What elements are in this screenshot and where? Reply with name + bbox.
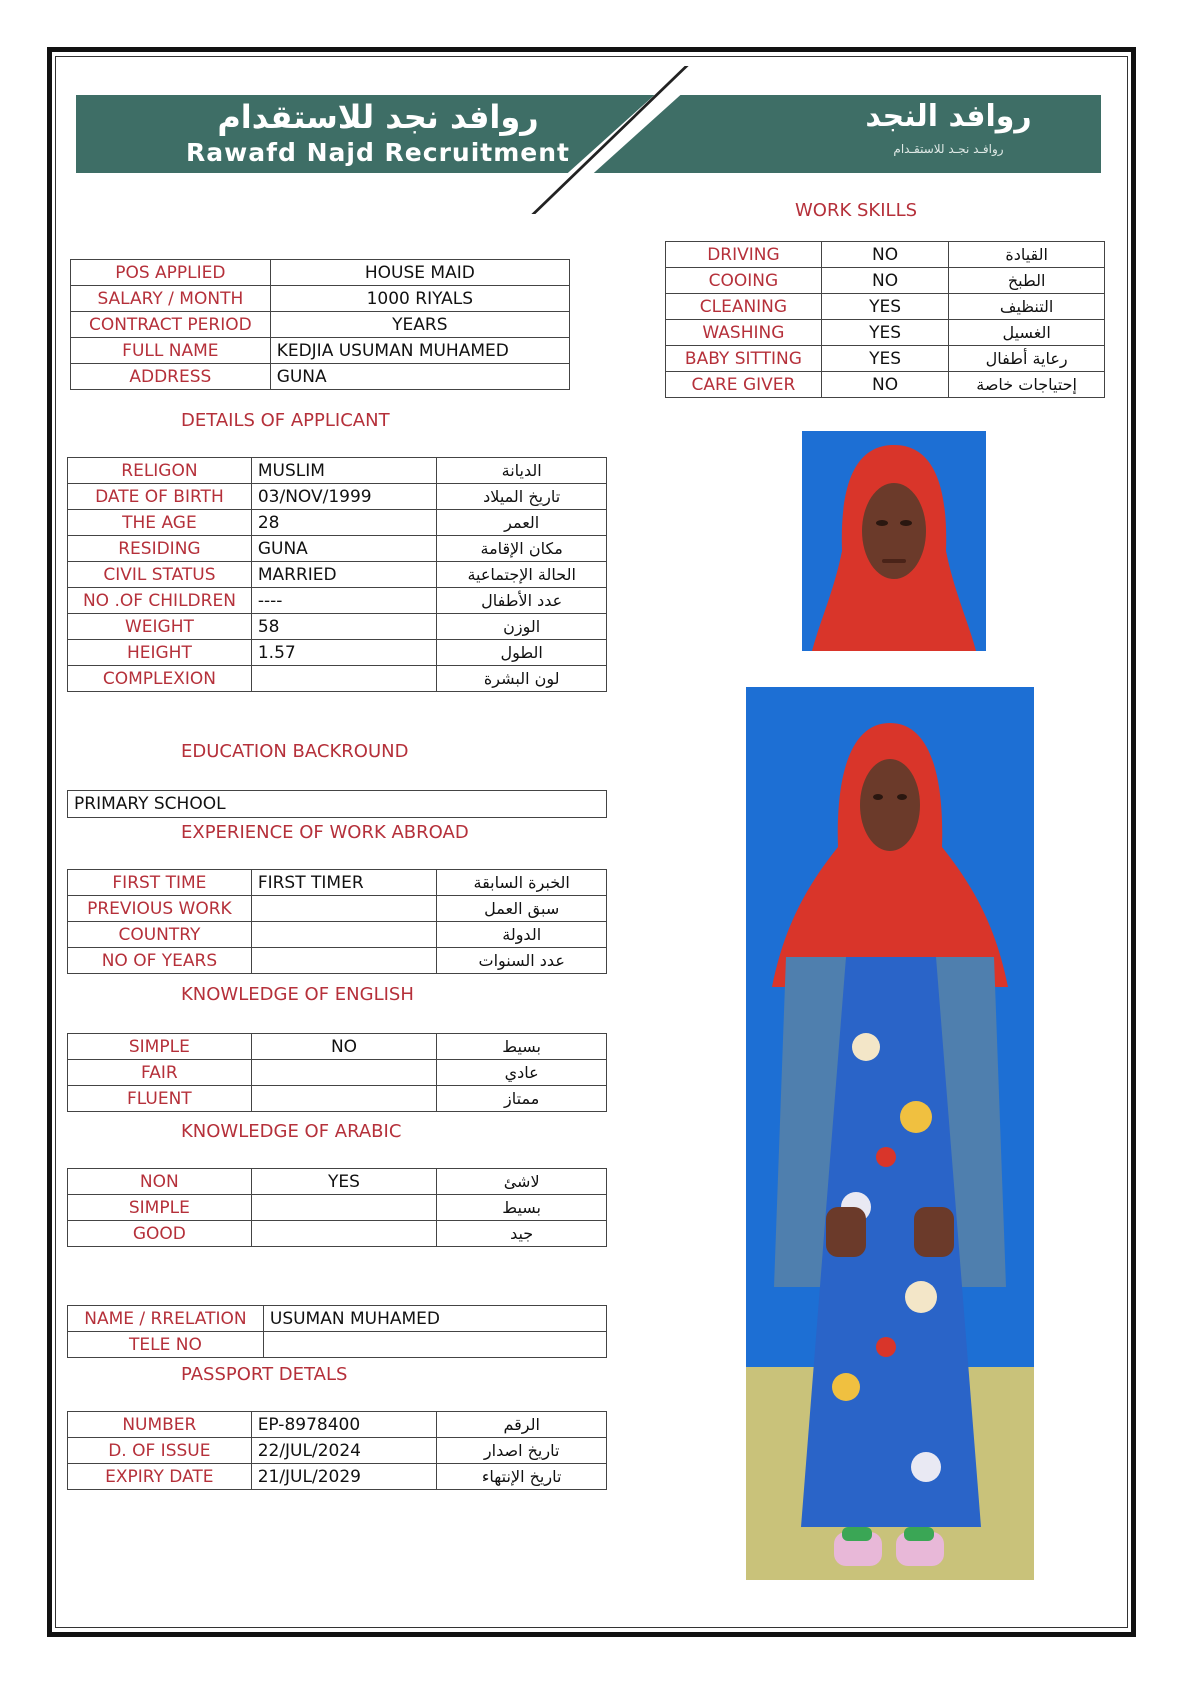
education-table <box>67 790 607 818</box>
passport-label: NUMBER <box>68 1412 252 1438</box>
company-logo-subtitle: روافـد نجـد للاستقـدام <box>893 142 1004 156</box>
applicant-row <box>68 536 607 562</box>
relation-table <box>67 1305 607 1358</box>
work-skills-title: WORK SKILLS <box>795 200 918 221</box>
work-skill-row <box>666 372 1105 398</box>
applicant-label: WEIGHT <box>68 614 252 640</box>
applicant-value: 03/NOV/1999 <box>251 484 437 510</box>
applicant-table <box>67 457 607 692</box>
work-skill-value: NO <box>821 242 948 268</box>
work-skill-label: COOING <box>666 268 822 294</box>
experience-label: NO OF YEARS <box>68 948 252 974</box>
relation-row <box>68 1306 607 1332</box>
full-body-photo <box>746 687 1034 1580</box>
portrait-photo <box>802 431 986 651</box>
work-skill-row <box>666 294 1105 320</box>
position-value: 1000 RIYALS <box>270 286 569 312</box>
applicant-value: MUSLIM <box>251 458 437 484</box>
arabic-row <box>68 1169 607 1195</box>
passport-title: PASSPORT DETALS <box>181 1364 348 1385</box>
applicant-value: ---- <box>251 588 437 614</box>
applicant-value: GUNA <box>251 536 437 562</box>
company-logo: روافد النجد <box>865 99 1032 134</box>
position-row <box>71 260 570 286</box>
english-arabic-label: بسيط <box>437 1034 607 1060</box>
arabic-arabic-label: جيد <box>437 1221 607 1247</box>
english-label: SIMPLE <box>68 1034 252 1060</box>
position-label: SALARY / MONTH <box>71 286 271 312</box>
arabic-label: SIMPLE <box>68 1195 252 1221</box>
applicant-label: RELIGON <box>68 458 252 484</box>
passport-table <box>67 1411 607 1490</box>
passport-row <box>68 1438 607 1464</box>
work-skill-arabic-label: الطبخ <box>949 268 1105 294</box>
arabic-label: GOOD <box>68 1221 252 1247</box>
english-arabic-label: عادي <box>437 1060 607 1086</box>
work-skill-label: CARE GIVER <box>666 372 822 398</box>
details-of-applicant-title: DETAILS OF APPLICANT <box>181 410 390 431</box>
experience-arabic-label: الخبرة السابقة <box>437 870 607 896</box>
experience-row <box>68 896 607 922</box>
passport-arabic-label: تاريخ الإنتهاء <box>437 1464 607 1490</box>
position-row <box>71 364 570 390</box>
experience-value <box>251 948 437 974</box>
applicant-label: THE AGE <box>68 510 252 536</box>
applicant-value: 28 <box>251 510 437 536</box>
english-title: KNOWLEDGE OF ENGLISH <box>181 984 414 1005</box>
position-value: KEDJIA USUMAN MUHAMED <box>270 338 569 364</box>
experience-row <box>68 922 607 948</box>
work-skill-row <box>666 268 1105 294</box>
applicant-arabic-label: مكان الإقامة <box>437 536 607 562</box>
applicant-row <box>68 588 607 614</box>
applicant-row <box>68 510 607 536</box>
experience-title: EXPERIENCE OF WORK ABROAD <box>181 822 469 843</box>
arabic-value <box>251 1221 437 1247</box>
work-skill-value: NO <box>821 268 948 294</box>
education-value: PRIMARY SCHOOL <box>68 791 607 818</box>
experience-label: PREVIOUS WORK <box>68 896 252 922</box>
arabic-row <box>68 1195 607 1221</box>
work-skill-value: YES <box>821 320 948 346</box>
position-label: FULL NAME <box>71 338 271 364</box>
passport-row <box>68 1412 607 1438</box>
work-skills-table <box>665 241 1105 398</box>
passport-value: 21/JUL/2029 <box>251 1464 437 1490</box>
english-label: FLUENT <box>68 1086 252 1112</box>
work-skill-row <box>666 346 1105 372</box>
applicant-row <box>68 562 607 588</box>
work-skill-arabic-label: القيادة <box>949 242 1105 268</box>
applicant-row <box>68 614 607 640</box>
position-value: GUNA <box>270 364 569 390</box>
arabic-arabic-label: بسيط <box>437 1195 607 1221</box>
company-name-arabic: روافد نجد للاستقدام <box>217 98 539 136</box>
work-skill-arabic-label: التنظيف <box>949 294 1105 320</box>
applicant-arabic-label: تاريخ الميلاد <box>437 484 607 510</box>
position-table <box>70 259 570 390</box>
arabic-value <box>251 1195 437 1221</box>
work-skill-row <box>666 242 1105 268</box>
passport-label: EXPIRY DATE <box>68 1464 252 1490</box>
work-skill-arabic-label: رعاية أطفال <box>949 346 1105 372</box>
english-arabic-label: ممتاز <box>437 1086 607 1112</box>
applicant-row <box>68 640 607 666</box>
passport-value: EP-8978400 <box>251 1412 437 1438</box>
arabic-value: YES <box>251 1169 437 1195</box>
education-title: EDUCATION BACKROUND <box>181 741 409 762</box>
work-skill-label: DRIVING <box>666 242 822 268</box>
arabic-arabic-label: لاشئ <box>437 1169 607 1195</box>
english-row <box>68 1034 607 1060</box>
work-skill-value: NO <box>821 372 948 398</box>
experience-value <box>251 896 437 922</box>
passport-value: 22/JUL/2024 <box>251 1438 437 1464</box>
work-skill-arabic-label: الغسيل <box>949 320 1105 346</box>
english-value <box>251 1086 437 1112</box>
english-table <box>67 1033 607 1112</box>
applicant-label: HEIGHT <box>68 640 252 666</box>
english-row <box>68 1060 607 1086</box>
relation-row <box>68 1332 607 1358</box>
position-label: POS APPLIED <box>71 260 271 286</box>
applicant-arabic-label: عدد الأطفال <box>437 588 607 614</box>
applicant-value <box>251 666 437 692</box>
experience-value: FIRST TIMER <box>251 870 437 896</box>
applicant-row <box>68 666 607 692</box>
position-label: ADDRESS <box>71 364 271 390</box>
experience-row <box>68 870 607 896</box>
work-skill-row <box>666 320 1105 346</box>
work-skill-label: CLEANING <box>666 294 822 320</box>
position-value: HOUSE MAID <box>270 260 569 286</box>
relation-value <box>263 1332 606 1358</box>
company-name-english: Rawafd Najd Recruitment <box>186 138 570 167</box>
work-skill-label: WASHING <box>666 320 822 346</box>
applicant-row <box>68 484 607 510</box>
applicant-arabic-label: الطول <box>437 640 607 666</box>
passport-arabic-label: الرقم <box>437 1412 607 1438</box>
work-skill-value: YES <box>821 346 948 372</box>
experience-label: FIRST TIME <box>68 870 252 896</box>
applicant-value: 58 <box>251 614 437 640</box>
position-value: YEARS <box>270 312 569 338</box>
arabic-label: NON <box>68 1169 252 1195</box>
applicant-value: 1.57 <box>251 640 437 666</box>
applicant-arabic-label: العمر <box>437 510 607 536</box>
position-row <box>71 312 570 338</box>
experience-label: COUNTRY <box>68 922 252 948</box>
position-row <box>71 338 570 364</box>
relation-label: TELE NO <box>68 1332 264 1358</box>
applicant-label: CIVIL STATUS <box>68 562 252 588</box>
experience-table <box>67 869 607 974</box>
passport-arabic-label: تاريخ اصدار <box>437 1438 607 1464</box>
arabic-row <box>68 1221 607 1247</box>
experience-value <box>251 922 437 948</box>
applicant-arabic-label: لون البشرة <box>437 666 607 692</box>
passport-row <box>68 1464 607 1490</box>
english-value <box>251 1060 437 1086</box>
applicant-arabic-label: الحالة الإجتماعية <box>437 562 607 588</box>
relation-label: NAME / RRELATION <box>68 1306 264 1332</box>
applicant-arabic-label: الديانة <box>437 458 607 484</box>
experience-arabic-label: سبق العمل <box>437 896 607 922</box>
arabic-table <box>67 1168 607 1247</box>
passport-label: D. OF ISSUE <box>68 1438 252 1464</box>
arabic-title: KNOWLEDGE OF ARABIC <box>181 1121 402 1142</box>
relation-value: USUMAN MUHAMED <box>263 1306 606 1332</box>
applicant-label: RESIDING <box>68 536 252 562</box>
english-value: NO <box>251 1034 437 1060</box>
applicant-label: NO .OF CHILDREN <box>68 588 252 614</box>
applicant-value: MARRIED <box>251 562 437 588</box>
experience-arabic-label: الدولة <box>437 922 607 948</box>
position-label: CONTRACT PERIOD <box>71 312 271 338</box>
position-row <box>71 286 570 312</box>
english-row <box>68 1086 607 1112</box>
work-skill-value: YES <box>821 294 948 320</box>
applicant-row <box>68 458 607 484</box>
work-skill-arabic-label: إحتياجات خاصة <box>949 372 1105 398</box>
work-skill-label: BABY SITTING <box>666 346 822 372</box>
applicant-label: DATE OF BIRTH <box>68 484 252 510</box>
english-label: FAIR <box>68 1060 252 1086</box>
applicant-arabic-label: الوزن <box>437 614 607 640</box>
experience-arabic-label: عدد السنوات <box>437 948 607 974</box>
experience-row <box>68 948 607 974</box>
applicant-label: COMPLEXION <box>68 666 252 692</box>
